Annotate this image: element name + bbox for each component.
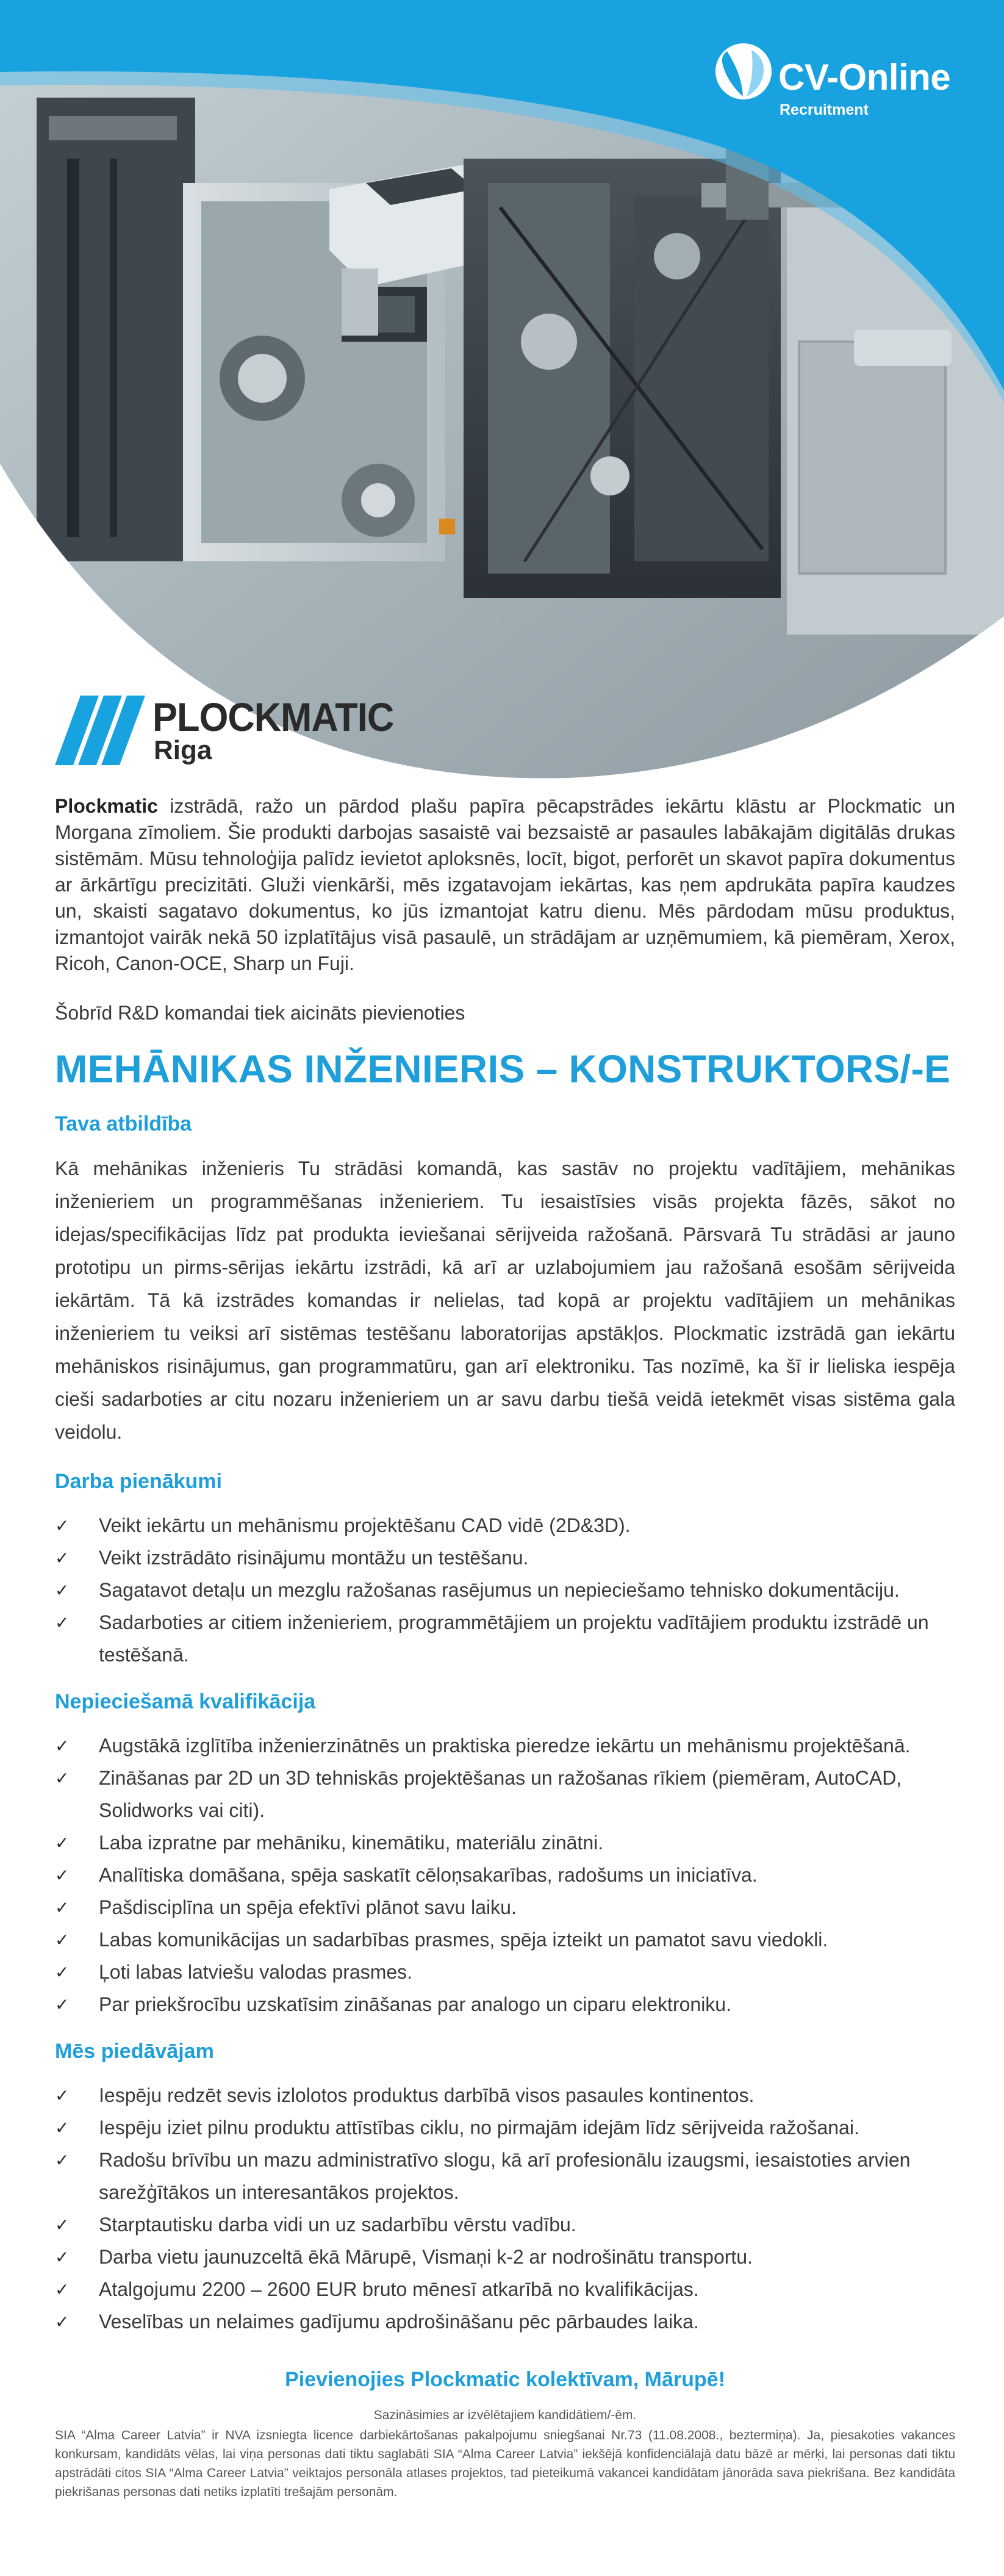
job-ad-content <box>55 793 955 2502</box>
list-item: ✓ Darba vietu jaunuzceltā ēkā Mārupē, Vismaņi k-2 ar nodrošinātu transportu. <box>55 2241 955 2273</box>
checkmark-icon: ✓ <box>55 2118 70 2138</box>
list-item: ✓ Sagatavot detaļu un mezglu ražošanas rasējumus un nepieciešamo tehnisko dokumentāciju. <box>55 1574 955 1606</box>
list-item: ✓ Laba izpratne par mehāniku, kinemātiku, materiālu zinātni. <box>55 1827 955 1859</box>
checkmark-icon: ✓ <box>55 1516 70 1536</box>
list-item: ✓ Ļoti labas latviešu valodas prasmes. <box>55 1956 955 1988</box>
list-item: ✓ Starptautisku darba vidi un uz sadarbību vērstu vadību. <box>55 2209 955 2241</box>
qualifications-heading: Nepieciešamā kvalifikācija <box>55 1690 316 1713</box>
footer-heading: Sazināsimies ar izvēlētajiem kandidātiem/-ēm. <box>373 2408 637 2422</box>
call-to-action[interactable]: Pievienojies Plockmatic kolektīvam, Mārupē! <box>285 2368 725 2391</box>
checkmark-icon: ✓ <box>55 1768 70 1788</box>
cv-online-brand: CV-Online <box>778 57 951 98</box>
list-item: ✓ Zināšanas par 2D un 3D tehniskās projektēšanas un ražošanas rīkiem (piemēram, AutoCAD, Solidworks vai citi). <box>55 1762 955 1827</box>
checkmark-icon: ✓ <box>55 2312 70 2332</box>
checkmark-icon: ✓ <box>55 2247 70 2267</box>
checkmark-icon: ✓ <box>55 1736 70 1756</box>
list-item: ✓ Veikt izstrādāto risinājumu montāžu un testēšanu. <box>55 1542 955 1574</box>
checkmark-icon: ✓ <box>55 1962 70 1982</box>
checkmark-icon: ✓ <box>55 1613 70 1633</box>
job-title: MEHĀNIKAS INŽENIERIS – KONSTRUKTORS/-E <box>55 1047 951 1091</box>
checkmark-icon: ✓ <box>55 2085 70 2106</box>
checkmark-icon: ✓ <box>55 1548 70 1568</box>
list-item: ✓ Par priekšrocību uzskatīsim zināšanas par analogo un ciparu elektroniku. <box>55 1988 955 2021</box>
checkmark-icon: ✓ <box>55 1995 70 2015</box>
list-item: ✓ Sadarboties ar citiem inženieriem, programmētājiem un projektu vadītājiem produktu izstrādē un testēšanā. <box>55 1606 955 1671</box>
offer-list <box>55 2079 955 2338</box>
footer-legal-text: SIA “Alma Career Latvia” ir NVA izsniegta licence darbiekārtošanas pakalpojumu sniegšanai Nr.73 (11.08.2008., beztermiņa). Ja, piesakoties vakances konkursam, kandidāts vēlas, lai viņa personas dati tiktu saglabāti SIA “Alma Career Latvia” iekšējā konfidenciālajā datu bāzē ar mērķi, lai personas dati tiktu apstrādāti citos SIA “Alma Career Latvia” veiktajos personāla atlases projektos, tad pieteikumā vakancei kandidātam jānorāda sava piekrišana. Bez kandidāta piekrišanas personas dati netiks izplatīti trešajām personām. <box>55 2428 955 2499</box>
responsibility-heading: Tava atbildība <box>55 1112 192 1135</box>
company-intro-text: izstrādā, ražo un pārdod plašu papīra pēcapstrādes iekārtu klāstu ar Plockmatic un Morgana zīmoliem. Šie produkti darbojas sasaistē vai bezsaistē ar pasaules labākajām digitālās drukas sistēmām. Mūsu tehnoloģija palīdz ievietot aploksnēs, locīt, bigot, perforēt un skavot papīra dokumentus ar ārkārtīgu precizitāti. Gluži vienkārši, mēs izgatavojam iekārtas, kas ņem apdrukāta papīra kaudzes un, skaisti sagatavo dokumentus, ko jūs izmantojat katru dienu. Mēs pārdodam mūsu produktus, izmantojot vairāk nekā 50 izplatītājus visā pasaulē, un strādājam ar uzņēmumiem, kā piemēram, Xerox, Ricoh, Canon-OCE, Sharp un Fuji. <box>55 795 955 974</box>
list-item: ✓ Iespēju iziet pilnu produktu attīstības ciklu, no pirmajām idejām līdz sērijveida ražošanai. <box>55 2112 955 2144</box>
checkmark-icon: ✓ <box>55 1865 70 1885</box>
plockmatic-city: Riga <box>154 735 212 765</box>
plockmatic-wordmark: PLOCKMATIC <box>152 694 394 739</box>
list-item: ✓ Radošu brīvību un mazu administratīvo slogu, kā arī profesionālu izaugsmi, iesaistoties arvien sarežģītākos un interesantākos projektos. <box>55 2144 955 2209</box>
company-name: Plockmatic <box>55 795 158 817</box>
list-item: ✓ Analītiska domāšana, spēja saskatīt cēloņsakarības, radošums un iniciatīva. <box>55 1859 955 1891</box>
company-intro <box>55 793 955 977</box>
list-item: ✓ Veikt iekārtu un mehānismu projektēšanu CAD vidē (2D&3D). <box>55 1509 955 1542</box>
cv-online-logo[interactable] <box>711 37 980 128</box>
checkmark-icon: ✓ <box>55 2215 70 2235</box>
list-item: ✓ Atalgojumu 2200 – 2600 EUR bruto mēnesī atkarībā no kvalifikācijas. <box>55 2273 955 2306</box>
checkmark-icon: ✓ <box>55 1580 70 1600</box>
plockmatic-stripes-icon <box>55 694 146 766</box>
checkmark-icon: ✓ <box>55 1898 70 1918</box>
lead-text: Šobrīd R&D komandai tiek aicināts pievienoties <box>55 1002 465 1024</box>
checkmark-icon: ✓ <box>55 2279 70 2300</box>
cv-online-mark-icon <box>714 41 773 101</box>
qualifications-list <box>55 1730 955 2021</box>
duties-heading: Darba pienākumi <box>55 1470 222 1493</box>
offer-heading: Mēs piedāvājam <box>55 2040 214 2063</box>
list-item: ✓ Pašdisciplīna un spēja efektīvi plānot savu laiku. <box>55 1891 955 1924</box>
checkmark-icon: ✓ <box>55 1930 70 1950</box>
plockmatic-logo <box>55 694 396 780</box>
cv-online-tagline: Recruitment <box>780 101 869 118</box>
list-item: ✓ Veselības un nelaimes gadījumu apdrošināšanu pēc pārbaudes laika. <box>55 2306 955 2338</box>
hero-banner <box>0 0 1004 787</box>
responsibility-text: Kā mehānikas inženieris Tu strādāsi komandā, kas sastāv no projektu vadītājiem, mehānikas inženieriem un programmēšanas inženieriem. Tu iesaistīsies visās projekta fāzēs, sākot no idejas/specifikācijas līdz pat produkta ieviešanai sērijveida ražošanā. Pārsvarā Tu strādāsi ar jauno prototipu un pirms-sērijas iekārtu izstrādi, kā arī ar uzlabojumiem jau ražošanā esošām sērijveida iekārtām. Tā kā izstrādes komandas ir nelielas, tad kopā ar projektu vadītājiem un mehānikas inženieriem tu veiksi arī sistēmas testēšanu laboratorijas apstākļos. Plockmatic izstrādā gan iekārtu mehāniskos risinājumus, gan programmatūru, gan arī elektroniku. Tas nozīmē, ka šī ir lieliska iespēja cieši sadarboties ar citu nozaru inženieriem un ar savu darbu tiešā veidā ietekmēt visas sistēma gala veidolu. <box>55 1157 955 1443</box>
checkmark-icon: ✓ <box>55 1833 70 1853</box>
checkmark-icon: ✓ <box>55 2150 70 2170</box>
list-item: ✓ Augstākā izglītība inženierzinātnēs un praktiska pieredze iekārtu un mehānismu projektēšanā. <box>55 1730 955 1762</box>
list-item: ✓ Labas komunikācijas un sadarbības prasmes, spēja izteikt un pamatot savu viedokli. <box>55 1924 955 1956</box>
list-item: ✓ Iespēju redzēt sevis izlolotos produktus darbībā visos pasaules kontinentos. <box>55 2079 955 2112</box>
duties-list <box>55 1509 955 1671</box>
